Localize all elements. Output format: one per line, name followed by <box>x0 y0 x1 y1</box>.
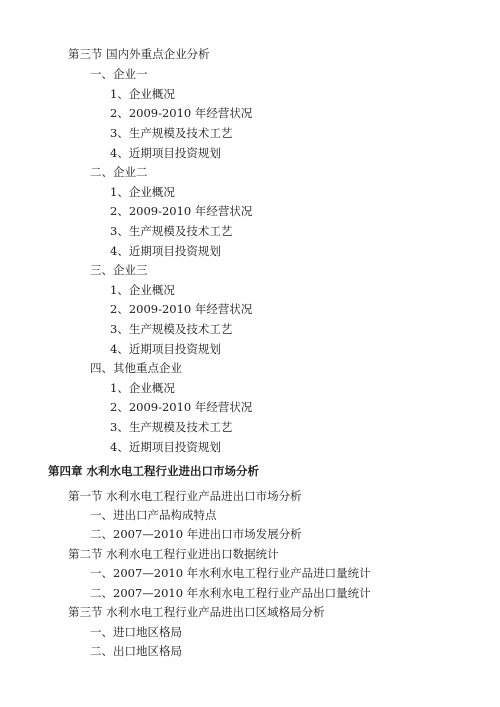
toc-item: 1、企业概况 <box>110 283 175 297</box>
toc-item: 2、2009-2010 年经营状况 <box>110 106 253 120</box>
toc-item: 2、2009-2010 年经营状况 <box>110 302 253 316</box>
toc-item: 3、生产规模及技术工艺 <box>110 126 233 140</box>
toc-item: 4、近期项目投资规划 <box>110 440 221 454</box>
toc-item: 4、近期项目投资规划 <box>110 342 221 356</box>
toc-subheading: 三、企业三 <box>90 263 148 277</box>
toc-item: 4、近期项目投资规划 <box>110 146 221 160</box>
toc-item: 3、生产规模及技术工艺 <box>110 322 233 336</box>
toc-subheading: 一、进出口产品构成特点 <box>90 508 217 522</box>
toc-subheading: 四、其他重点企业 <box>90 361 182 375</box>
toc-item: 2、2009-2010 年经营状况 <box>110 204 253 218</box>
toc-section-heading: 第三节 国内外重点企业分析 <box>68 47 210 61</box>
toc-subheading: 二、企业二 <box>90 165 148 179</box>
toc-subheading: 一、进口地区格局 <box>90 625 182 639</box>
toc-subheading: 二、2007—2010 年水利水电工程行业产品出口量统计 <box>90 586 371 600</box>
toc-subheading: 二、2007—2010 年进出口市场发展分析 <box>90 527 302 541</box>
toc-chapter-heading: 第四章 水利水电工程行业进出口市场分析 <box>48 464 260 478</box>
toc-item: 1、企业概况 <box>110 87 175 101</box>
toc-section-heading: 第三节 水利水电工程行业产品进出口区域格局分析 <box>68 605 325 619</box>
toc-item: 1、企业概况 <box>110 185 175 199</box>
toc-item: 3、生产规模及技术工艺 <box>110 224 233 238</box>
toc-item: 2、2009-2010 年经营状况 <box>110 400 253 414</box>
toc-subheading: 一、2007—2010 年水利水电工程行业产品进口量统计 <box>90 566 371 580</box>
toc-subheading: 一、企业一 <box>90 67 148 81</box>
toc-item: 1、企业概况 <box>110 381 175 395</box>
toc-section-heading: 第一节 水利水电工程行业产品进出口市场分析 <box>68 489 302 503</box>
toc-item: 4、近期项目投资规划 <box>110 244 221 258</box>
toc-section-heading: 第二节 水利水电工程行业进出口数据统计 <box>68 547 279 561</box>
toc-item: 3、生产规模及技术工艺 <box>110 420 233 434</box>
toc-subheading: 二、出口地区格局 <box>90 644 182 658</box>
